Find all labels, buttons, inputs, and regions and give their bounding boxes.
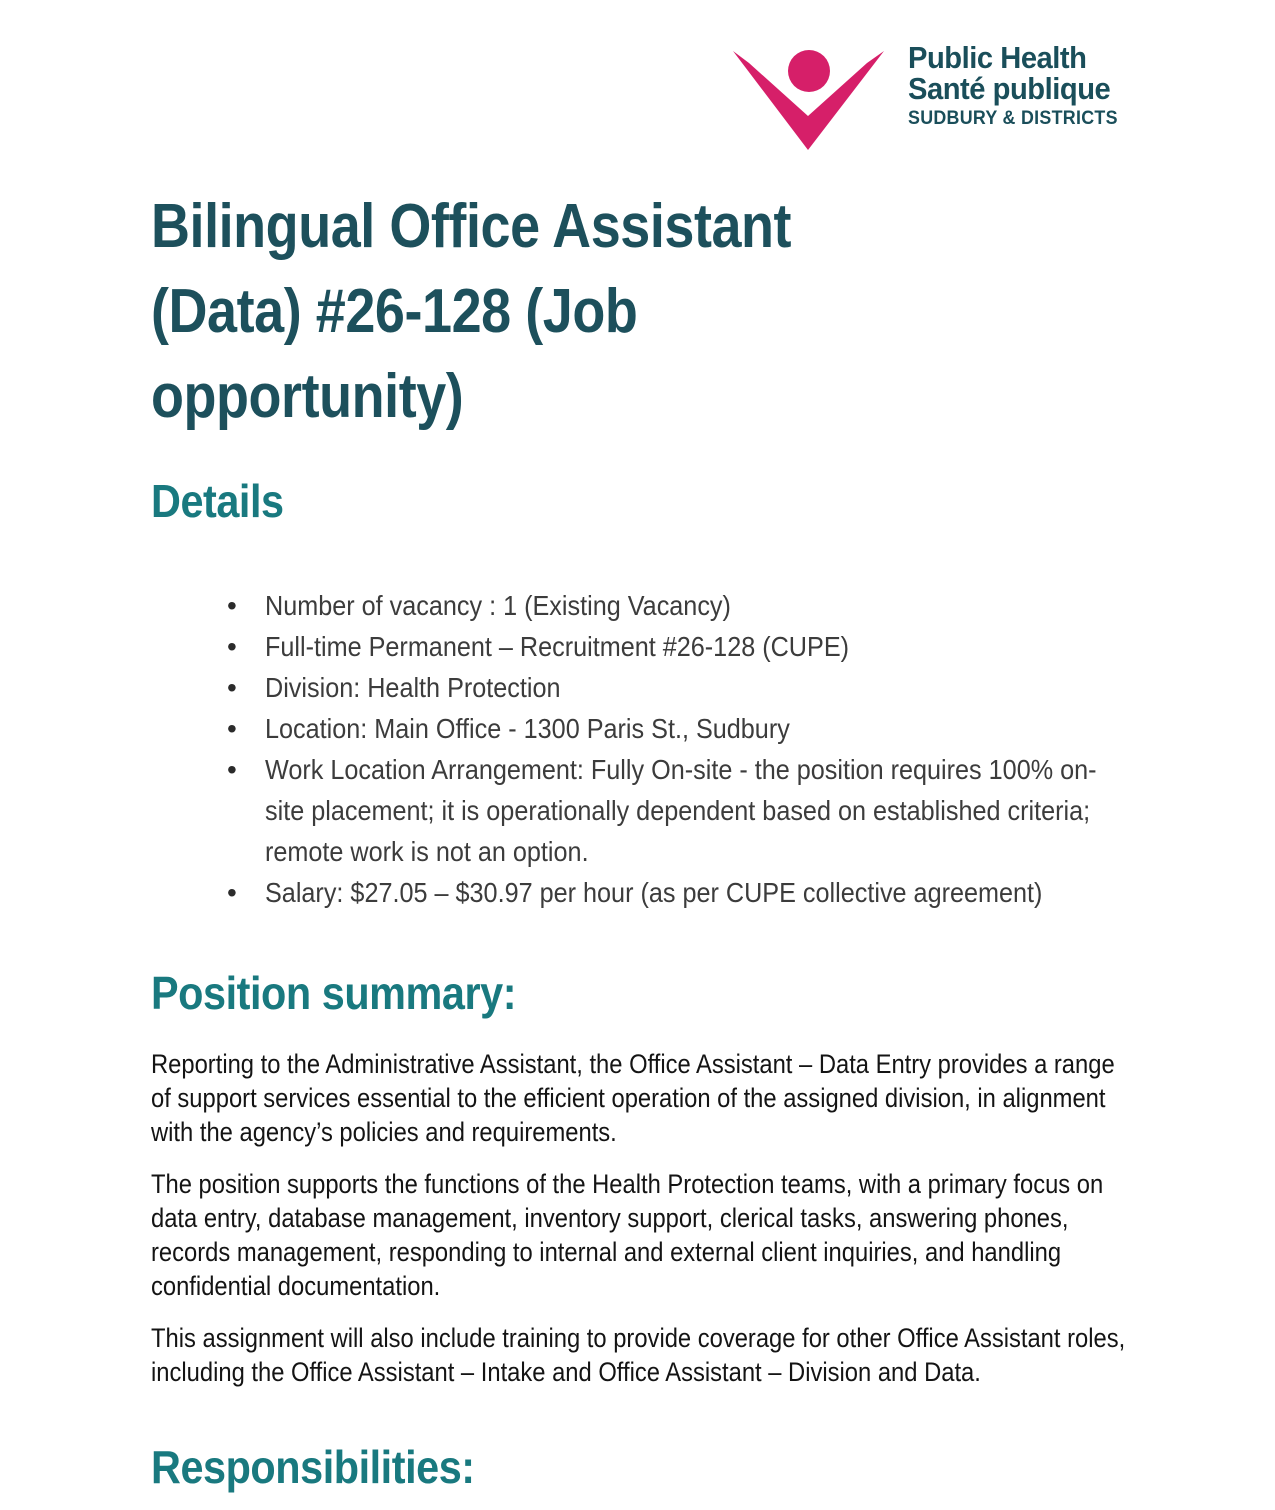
org-region: SUDBURY & DISTRICTS <box>908 108 1118 129</box>
list-item <box>151 667 1131 708</box>
position-summary-heading <box>151 967 1131 1019</box>
page-title-line-3: opportunity) <box>151 362 464 431</box>
page-title-line-1: Bilingual Office Assistant <box>151 192 792 261</box>
list-item <box>151 585 1131 626</box>
list-item-text: • Division: Health Protection <box>265 672 561 703</box>
position-summary-heading-text: Position summary: <box>151 967 517 1019</box>
summary-paragraph <box>151 1167 1131 1303</box>
details-heading <box>151 475 1131 527</box>
list-item <box>151 708 1131 749</box>
list-item <box>151 872 1131 913</box>
responsibilities-heading <box>151 1441 1131 1493</box>
summary-paragraph <box>151 1321 1131 1389</box>
list-item-text: • Number of vacancy : 1 (Existing Vacancy) <box>265 590 731 621</box>
list-item-text: • Work Location Arrangement: Fully On-site - the position requires 100% on-site placement; it is operationally dependent based on established criteria; remote work is not an option. <box>265 754 1097 867</box>
page-title <box>151 0 1131 439</box>
list-item <box>151 626 1131 667</box>
org-name-en: Public Health <box>908 40 1087 75</box>
list-item <box>151 749 1131 872</box>
summary-paragraph-text: The position supports the functions of the Health Protection teams, with a primary focus on data entry, database management, inventory support, clerical tasks, answering phones, records management, responding to internal and external client inquiries, and handling confidential documentation. <box>151 1169 1104 1301</box>
org-name-fr: Santé publique <box>908 71 1111 106</box>
main-content <box>151 0 1131 1493</box>
summary-paragraph-text: This assignment will also include training to provide coverage for other Office Assistant roles, including the Office Assistant – Intake and Office Assistant – Division and Data. <box>151 1323 1126 1387</box>
responsibilities-heading-text: Responsibilities: <box>151 1441 475 1493</box>
summary-paragraph-text: Reporting to the Administrative Assistant, the Office Assistant – Data Entry provides a range of support services essential to the efficient operation of the assigned division, in alignment with the agency’s policies and requirements. <box>151 1049 1115 1147</box>
page-title-line-2: (Data) #26-128 (Job <box>151 277 638 346</box>
list-item-text: • Salary: $27.05 – $30.97 per hour (as per CUPE collective agreement) <box>265 877 1043 908</box>
details-list <box>151 585 1131 913</box>
details-heading-text: Details <box>151 475 284 527</box>
summary-paragraph <box>151 1047 1131 1149</box>
list-item-text: • Full-time Permanent – Recruitment #26-128 (CUPE) <box>265 631 850 662</box>
list-item-text: • Location: Main Office - 1300 Paris St., Sudbury <box>265 713 790 744</box>
